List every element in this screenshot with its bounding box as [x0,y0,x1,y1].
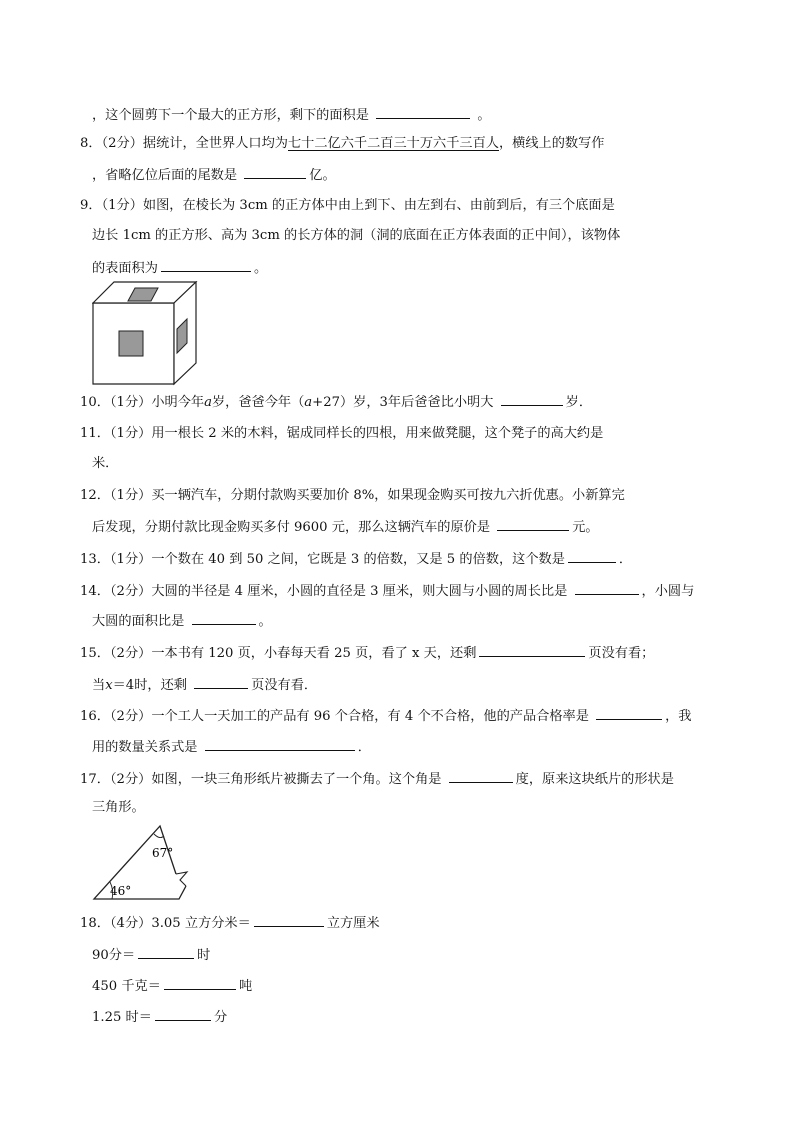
answer-blank[interactable] [155,1006,211,1021]
q17-line-2: 三角形。 [92,800,145,815]
q10-line: 10．（1分）小明今年a岁，爸爸今年（a+27）岁，3年后爸爸比小明大 岁． [80,391,592,413]
angle-label-46: 46° [110,884,132,898]
q11-line-2: 米． [92,456,119,471]
answer-blank[interactable] [596,705,662,720]
angle-label-67: 67° [152,846,174,860]
q11-line-1: 11．（1分）用一根长 2 米的木料，锯成同样长的四根，用来做凳腿，这个凳子的高大约是 [80,426,604,441]
q14-line-2: 大圆的面积比是 。 [92,610,272,632]
front-hole [119,331,143,356]
q18-row-2: 90分＝ 时 [92,944,210,966]
cube-with-holes-figure [92,281,198,387]
q16-line-2: 用的数量关系式是 ． [92,736,371,758]
answer-blank[interactable] [497,516,569,531]
answer-blank[interactable] [449,768,513,783]
answer-blank[interactable] [164,975,236,990]
answer-blank[interactable] [138,944,194,959]
answer-blank[interactable] [161,257,251,272]
q14-line-1: 14．（2分）大圆的半径是 4 厘米，小圆的直径是 3 厘米，则大圆与小圆的周长比是 ，小圆与 [80,580,694,602]
triangle-outline [94,826,186,899]
answer-blank[interactable] [244,164,306,179]
q16-line-1: 16．（2分）一个工人一天加工的产品有 96 个合格，有 4 个不合格，他的产品合格率是 ，我 [80,705,691,727]
q15-line-2: 当x＝4时，还剩 页没有看． [92,674,317,696]
answer-blank[interactable] [192,610,256,625]
answer-blank[interactable] [254,912,324,927]
torn-triangle-figure [92,822,198,904]
q9-line-3: 的表面积为 。 [92,257,267,279]
q17-line-1: 17．（2分）如图，一块三角形纸片被撕去了一个角。这个角是 度，原来这块纸片的形状是 [80,768,674,790]
torn-corner-edge [176,872,187,886]
answer-blank[interactable] [376,104,470,119]
answer-blank[interactable] [501,391,563,406]
q9-line-1: 9．（1分）如图，在棱长为 3cm 的正方体中由上到下、由左到右、由前到后，有三个底面是 [80,198,615,213]
q18-row-1: 18．（4分）3.05 立方分米＝ 立方厘米 [80,912,380,934]
q18-row-3: 450 千克＝ 吨 [92,975,252,997]
q18-row-4: 1.25 时＝ 分 [92,1006,227,1028]
q7-line: ，这个圆剪下一个最大的正方形，剩下的面积是 。 [92,104,491,126]
q9-line-2: 边长 1cm 的正方形、高为 3cm 的长方体的洞（洞的底面在正方体表面的正中间），该物体 [92,228,621,243]
q15-line-1: 15．（2分）一本书有 120 页，小春每天看 25 页，看了 x 天，还剩 页没有看； [80,642,654,664]
answer-blank[interactable] [479,642,585,657]
q8-line-2: ，省略亿位后面的尾数是 亿。 [92,164,336,186]
answer-blank[interactable] [568,548,616,563]
underlined-number-text: 七十二亿六千二百三十万六千三百人 [288,136,499,151]
q13-line: 13．（1分）一个数在 40 到 50 之间，它既是 3 的倍数，又是 5 的倍数，这个数是 ． [80,548,632,570]
answer-blank[interactable] [575,580,639,595]
answer-blank[interactable] [194,674,248,689]
q12-line-2: 后发现，分期付款比现金购买多付 9600 元，那么这辆汽车的原价是 元。 [92,516,599,538]
answer-blank[interactable] [205,736,355,751]
q12-line-1: 12．（1分）买一辆汽车，分期付款购买要加价 8%，如果现金购买可按九六折优惠。小新算完 [80,488,625,503]
q8-line-1: 8．（2分）据统计，全世界人口均为七十二亿六千二百三十万六千三百人，横线上的数写作 [80,136,605,151]
